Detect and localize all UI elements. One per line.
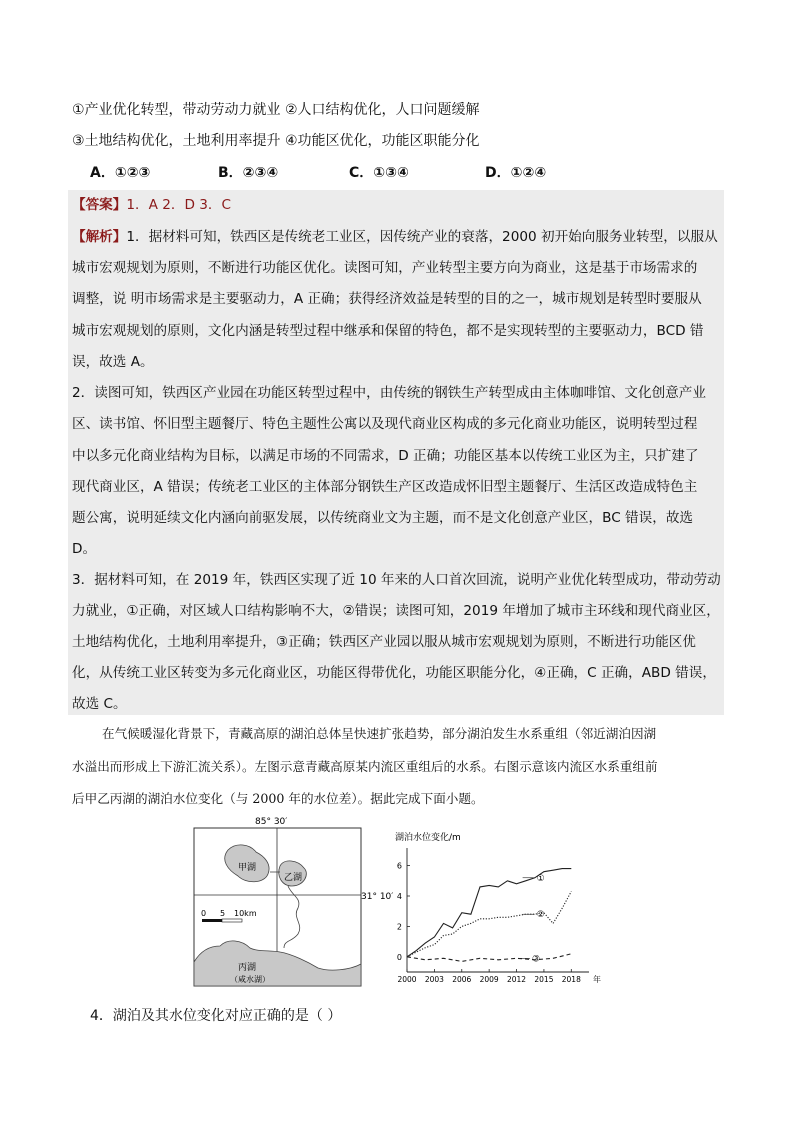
chart-x-tick-label: 2015 [534,975,554,984]
lake-map [180,812,394,992]
choice-d[interactable]: D．①②④ [485,165,547,181]
chart-x-tick-label: 2009 [479,975,499,984]
analysis-p3-line-2: 力就业，①正确，对区域人口结构影响不大，②错误；读图可知，2019 年增加了城市主环线和现代商业区， [72,603,720,619]
analysis-p3-line-3: 土地结构优化，土地利用率提升，③正确；铁西区产业园以服从城市宏观规划为原则，不断进行功能区优 [72,634,696,650]
chart-y-tick-label: 2 [396,922,402,932]
intro-line-1: 在气候暖湿化背景下，青藏高原的湖泊总体呈快速扩张趋势，部分湖泊发生水系重组（邻近湖泊因湖 [102,726,657,741]
map-longitude-label: 85° 30′ [255,817,288,827]
chart-ylabel: 湖泊水位变化/m [395,833,461,843]
intro-line-2: 水溢出而形成上下游汇流关系）。左图示意青藏高原某内流区重组后的水系。右图示意该内流区水系重组前 [72,759,658,774]
water-level-chart [385,828,605,988]
analysis-p2-line-1: 2．读图可知，铁西区产业园在功能区转型过程中，由传统的钢铁生产转型成由主体咖啡馆、文化创意产业 [72,385,706,401]
chart-x-tick-label: 2018 [561,975,581,984]
map-latitude-label: 31° 10′ [361,892,394,902]
intro-line-3: 后甲乙丙湖的湖泊水位变化（与 2000 年的水位差）。据此完成下面小题。 [72,791,484,806]
chart-x-tick-label: 2012 [506,975,527,984]
chart-y-tick-label: 4 [396,892,402,901]
series-label-1: ① [536,873,545,884]
analysis-p2-line-5: 题公寓，说明延续文化内涵向前驱发展，以传统商业文为主题，而不是文化创意产业区，BC 错误，故选 [72,510,694,526]
analysis-p2-line-2: 区、读书馆、怀旧型主题餐厅、特色主题性公寓以及现代商业区构成的多元化商业功能区，说明转型过程 [72,416,698,432]
series-label-2: ② [536,910,545,921]
chart-x-tick-label: 2006 [452,975,472,984]
analysis-p1-line-1 [72,227,718,247]
choice-c[interactable]: C．①③④ [349,165,409,181]
lake-bing-note: （咸水湖） [230,975,270,984]
series-label-3: ③ [532,954,541,965]
scale-bar-white [222,919,242,922]
analysis-p1-line-4: 城市宏观规划的原则，文化内涵是转型过程中继承和保留的特色，都不是实现转型的主要驱动力，BCD 错 [72,323,704,339]
series-line-3 [407,954,571,965]
analysis-tag: 【解析】 [72,229,127,245]
analysis-p1-line-5: 误，故选 A。 [72,354,154,370]
analysis-p2-line-6: D。 [72,541,97,557]
option-line-2: ③土地结构优化，土地利用率提升 ④功能区优化，功能区职能分化 [72,133,480,149]
chart-x-tick-label: 2000 [397,975,417,984]
lake-bing-shape [194,941,361,986]
answer-text: 1．A 2．D 3．C [126,197,232,213]
analysis-text: 1．据材料可知，铁西区是传统老工业区，因传统产业的衰落，2000 初开始向服务业转型，以服从 [126,229,718,245]
question-4: 4．湖泊及其水位变化对应正确的是（ ） [90,1008,342,1024]
analysis-p2-line-4: 现代商业区，A 错误；传统老工业区的主体部分钢铁生产区改造成怀旧型主题餐厅、生活区改造成特色主 [72,479,698,495]
answer-line [72,195,231,215]
scale-bar-black [202,919,222,922]
choice-b[interactable]: B．②③④ [218,165,279,181]
lake-yi-label: 乙湖 [284,873,303,883]
scale-10: 10km [234,909,257,918]
chart-x-tick-label: 2003 [424,975,444,984]
chart-xlabel: 年 [593,975,601,984]
analysis-p3-line-5: 故选 C。 [72,696,127,712]
scale-0: 0 [201,909,207,918]
series-line-1 [407,869,571,957]
analysis-p2-line-3: 中以多元化商业结构为目标，以满足市场的不同需求，D 正确；功能区基本以传统工业区为主，只扩建了 [72,448,699,464]
chart-y-tick-label: 0 [396,952,402,962]
choice-a[interactable]: A．①②③ [90,165,151,181]
analysis-p3-line-4: 化，从传统工业区转变为多元化商业区，功能区得带优化，功能区职能分化，④正确，C 正确，ABD 错误， [72,665,716,681]
option-line-1: ①产业优化转型，带动劳动力就业 ②人口结构优化，人口问题缓解 [72,102,480,118]
chart-y-tick-label: 6 [396,861,402,871]
scale-5: 5 [220,909,226,918]
analysis-p1-line-2: 城市宏观规划为原则，不断进行功能区优化。读图可知，产业转型主要方向为商业，这是基于市场需求的 [72,260,698,276]
analysis-p3-line-1: 3．据材料可知，在 2019 年，铁西区实现了近 10 年来的人口首次回流，说明产业优化转型成功，带动劳动 [72,572,721,588]
answer-tag: 【答案】 [72,197,127,213]
lake-jia-label: 甲湖 [238,863,257,873]
lake-bing-label: 丙湖 [238,963,257,973]
series-line-2 [407,891,571,956]
analysis-p1-line-3: 调整，说 明市场需求是主要驱动力，A 正确；获得经济效益是转型的目的之一，城市规划是转型时要服从 [72,291,702,307]
